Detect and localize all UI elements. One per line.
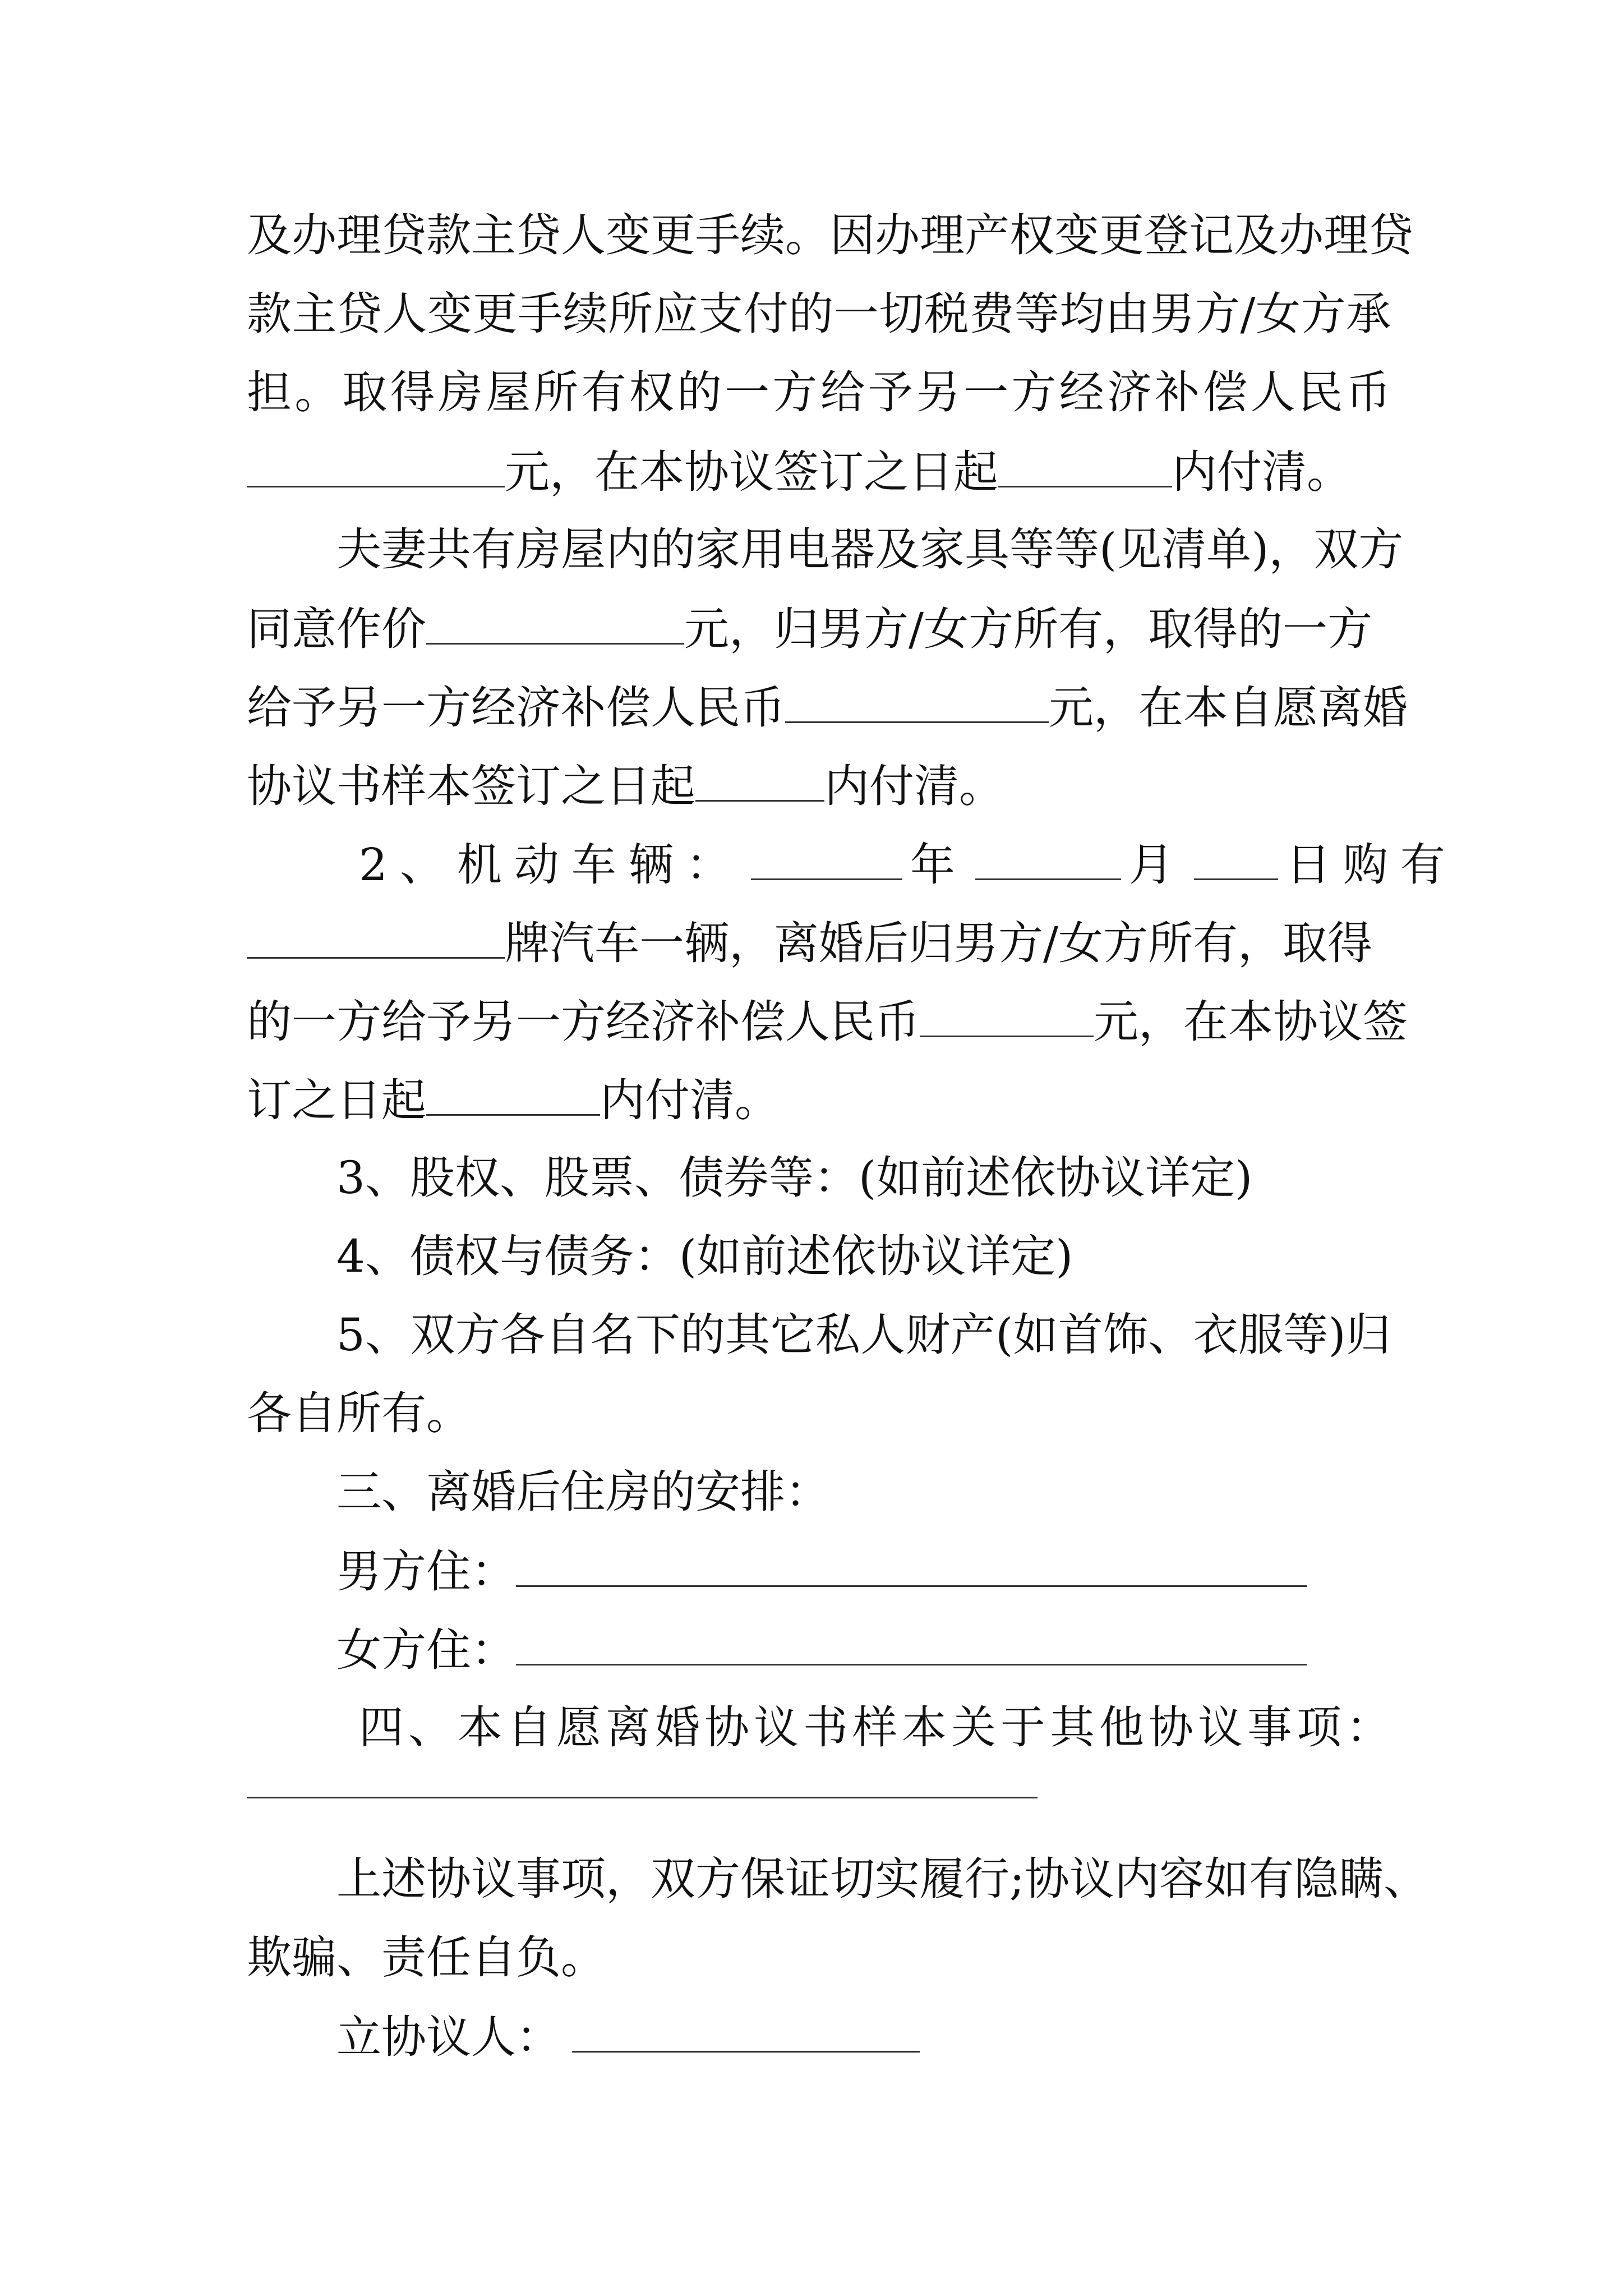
fill-blank [975, 836, 1121, 880]
fill-blank [516, 1621, 1307, 1665]
fill-blank [426, 1071, 600, 1116]
paragraph-line: 4、债权与债务：(如前述依协议详定) [336, 1230, 1073, 1282]
fill-blank [1194, 836, 1278, 880]
paragraph-line: 女方住： [336, 1621, 1391, 1677]
fill-blank [516, 1543, 1307, 1587]
fill-blank [247, 914, 505, 959]
fill-blank [920, 993, 1094, 1037]
paragraph-line: 3、股权、股票、债券等：(如前述依协议详定) [336, 1152, 1253, 1204]
paragraph-line: 的一方给予另一方经济补偿人民币 元，在本协议签 [247, 993, 1391, 1049]
fill-blank [785, 679, 1049, 723]
paragraph-line: 上述协议事项，双方保证切实履行;协议内容如有隐瞒、 [336, 1853, 1428, 1905]
fill-blank [998, 443, 1172, 487]
paragraph-line: 夫妻共有房屋内的家用电器及家具等等(见清单)，双方 [336, 523, 1404, 576]
paragraph-line: 给予另一方经济补偿人民币 元，在本自愿离婚 [247, 679, 1391, 735]
paragraph-line: 牌汽车一辆，离婚后归男方/女方所有，取得 [247, 914, 1391, 970]
paragraph-line: 同意作价 元，归男方/女方所有，取得的一方 [247, 600, 1391, 656]
signature-line: 立协议人： [336, 2008, 1391, 2064]
paragraph-line: 及办理贷款主贷人变更手续。因办理产权变更登记及办理贷 [247, 209, 1413, 261]
fill-blank [751, 836, 902, 880]
paragraph-line: 2、机动车辆： 年 月 日购有 [359, 836, 1391, 892]
fill-blank [426, 600, 684, 645]
paragraph-line: 款主贷人变更手续所应支付的一切税费等均由男方/女方承 [247, 288, 1391, 340]
section-heading: 三、离婚后住房的安排： [336, 1466, 830, 1518]
paragraph-line: 5、双方各自名下的其它私人财产(如首饰、衣服等)归 [336, 1309, 1391, 1361]
fill-blank [247, 1797, 1038, 1798]
paragraph-line: 订之日起 内付清。 [247, 1071, 1391, 1128]
fill-blank [695, 757, 824, 802]
section-heading: 四、本自愿离婚协议书样本关于其他协议事项： [359, 1701, 1391, 1754]
paragraph-line: 元，在本协议签订之日起 内付清。 [247, 443, 1391, 499]
fill-blank [572, 2008, 920, 2053]
paragraph-line: 男方住： [336, 1543, 1391, 1599]
paragraph-line: 协议书样本签订之日起 内付清。 [247, 757, 1391, 813]
paragraph-line: 欺骗、责任自负。 [247, 1931, 606, 1984]
paragraph-line: 担。取得房屋所有权的一方给予另一方经济补偿人民币 [247, 366, 1391, 418]
paragraph-line: 各自所有。 [247, 1387, 471, 1439]
fill-blank [247, 443, 505, 487]
